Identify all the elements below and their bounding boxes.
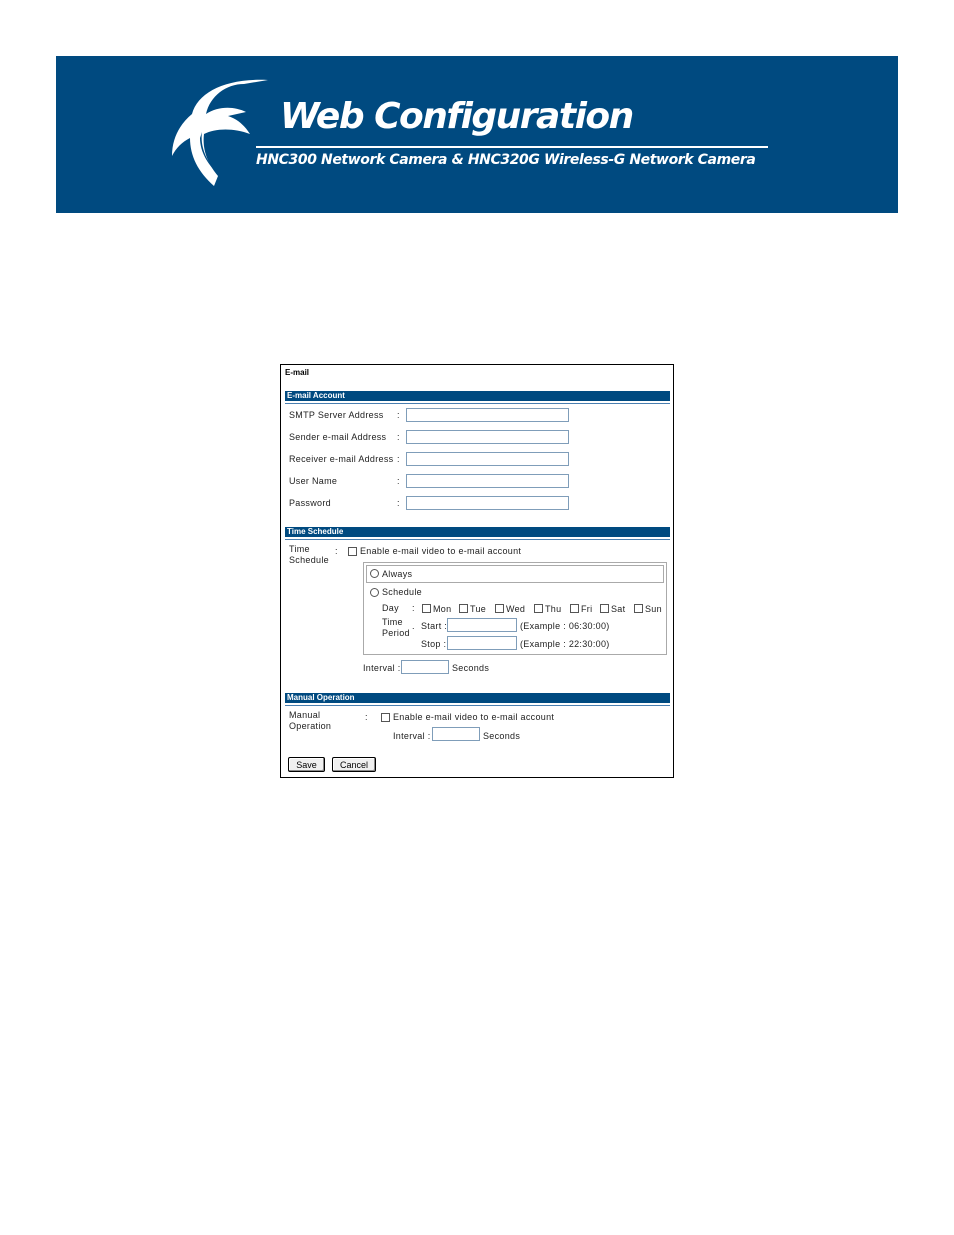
receiver-email-input[interactable] [406, 452, 569, 466]
receiver-email-label: Receiver e-mail Address [289, 454, 394, 464]
stop-time-example: (Example : 22:30:00) [520, 639, 610, 649]
schedule-interval-seconds-label: Seconds [452, 663, 490, 673]
day-checkbox-tue[interactable] [459, 604, 468, 613]
schedule-radio[interactable] [370, 588, 379, 597]
day-label-fri: Fri [581, 604, 593, 614]
start-time-label: Start : [421, 621, 448, 631]
section-header-manual-operation: Manual Operation [285, 693, 670, 703]
time-period-label-line2: Period [382, 628, 410, 638]
banner-title: Web Configuration [280, 96, 633, 137]
banner-subtitle: HNC300 Network Camera & HNC320G Wireless-G Network Camera [256, 152, 756, 168]
password-input[interactable] [406, 496, 569, 510]
header-banner [56, 56, 898, 213]
day-label: Day [382, 603, 399, 613]
stop-time-input[interactable] [447, 636, 517, 650]
always-label: Always [382, 569, 413, 579]
cancel-button[interactable]: Cancel [332, 757, 376, 772]
manual-interval-input[interactable] [432, 727, 480, 741]
manual-operation-label-line2: Operation [289, 721, 332, 731]
day-label-sun: Sun [645, 604, 662, 614]
enable-schedule-email-checkbox[interactable] [348, 547, 357, 556]
day-label-sat: Sat [611, 604, 626, 614]
sender-email-input[interactable] [406, 430, 569, 444]
day-checkbox-wed[interactable] [495, 604, 504, 613]
sender-email-label: Sender e-mail Address [289, 432, 387, 442]
day-checkbox-thu[interactable] [534, 604, 543, 613]
day-checkbox-mon[interactable] [422, 604, 431, 613]
smtp-server-label: SMTP Server Address [289, 410, 384, 420]
day-label-tue: Tue [470, 604, 487, 614]
time-schedule-label-line2: Schedule [289, 555, 329, 565]
enable-manual-email-label: Enable e-mail video to e-mail account [393, 712, 555, 722]
section-header-time-schedule: Time Schedule [285, 527, 670, 537]
eagle-logo-icon [168, 72, 268, 192]
day-label-wed: Wed [506, 604, 526, 614]
schedule-label: Schedule [382, 587, 422, 597]
section-header-email-account: E-mail Account [285, 391, 670, 401]
user-name-input[interactable] [406, 474, 569, 488]
save-button[interactable]: Save [288, 757, 325, 772]
time-schedule-label-line1: Time [289, 544, 310, 554]
manual-interval-label: Interval : [393, 731, 431, 741]
start-time-input[interactable] [447, 618, 517, 632]
always-radio[interactable] [370, 569, 379, 578]
enable-manual-email-checkbox[interactable] [381, 713, 390, 722]
day-label-thu: Thu [545, 604, 562, 614]
section-divider [285, 403, 670, 404]
section-divider [285, 539, 670, 540]
password-label: Password [289, 498, 331, 508]
schedule-interval-label: Interval : [363, 663, 401, 673]
user-name-label: User Name [289, 476, 338, 486]
enable-schedule-email-label: Enable e-mail video to e-mail account [360, 546, 522, 556]
smtp-server-input[interactable] [406, 408, 569, 422]
stop-time-label: Stop : [421, 639, 447, 649]
email-settings-panel: E-mail E-mail Account SMTP Server Address : Sender e-mail Address : Receiver e-mail Address : User Name : Password : Time Schedule Time Schedule : Enable e-mail video to e-mail account Always Schedule Day : Mon Tue Wed Thu Fri Sat Sun Time Period . Start : (Example : 06:30:00) Stop : (Example : 22:30:00) Interval : Seconds Manual Operation Manual Operation : Enable e-mail video to e-mail account Interval : Seconds Save Cancel [280, 364, 674, 778]
section-divider [285, 705, 670, 706]
day-checkbox-sun[interactable] [634, 604, 643, 613]
panel-title: E-mail [285, 368, 310, 377]
day-checkbox-sat[interactable] [600, 604, 609, 613]
day-label-mon: Mon [433, 604, 452, 614]
start-time-example: (Example : 06:30:00) [520, 621, 610, 631]
manual-operation-label-line1: Manual [289, 710, 321, 720]
manual-interval-seconds-label: Seconds [483, 731, 521, 741]
time-period-label-line1: Time [382, 617, 403, 627]
schedule-interval-input[interactable] [401, 660, 449, 674]
day-checkbox-fri[interactable] [570, 604, 579, 613]
banner-divider [256, 146, 768, 148]
